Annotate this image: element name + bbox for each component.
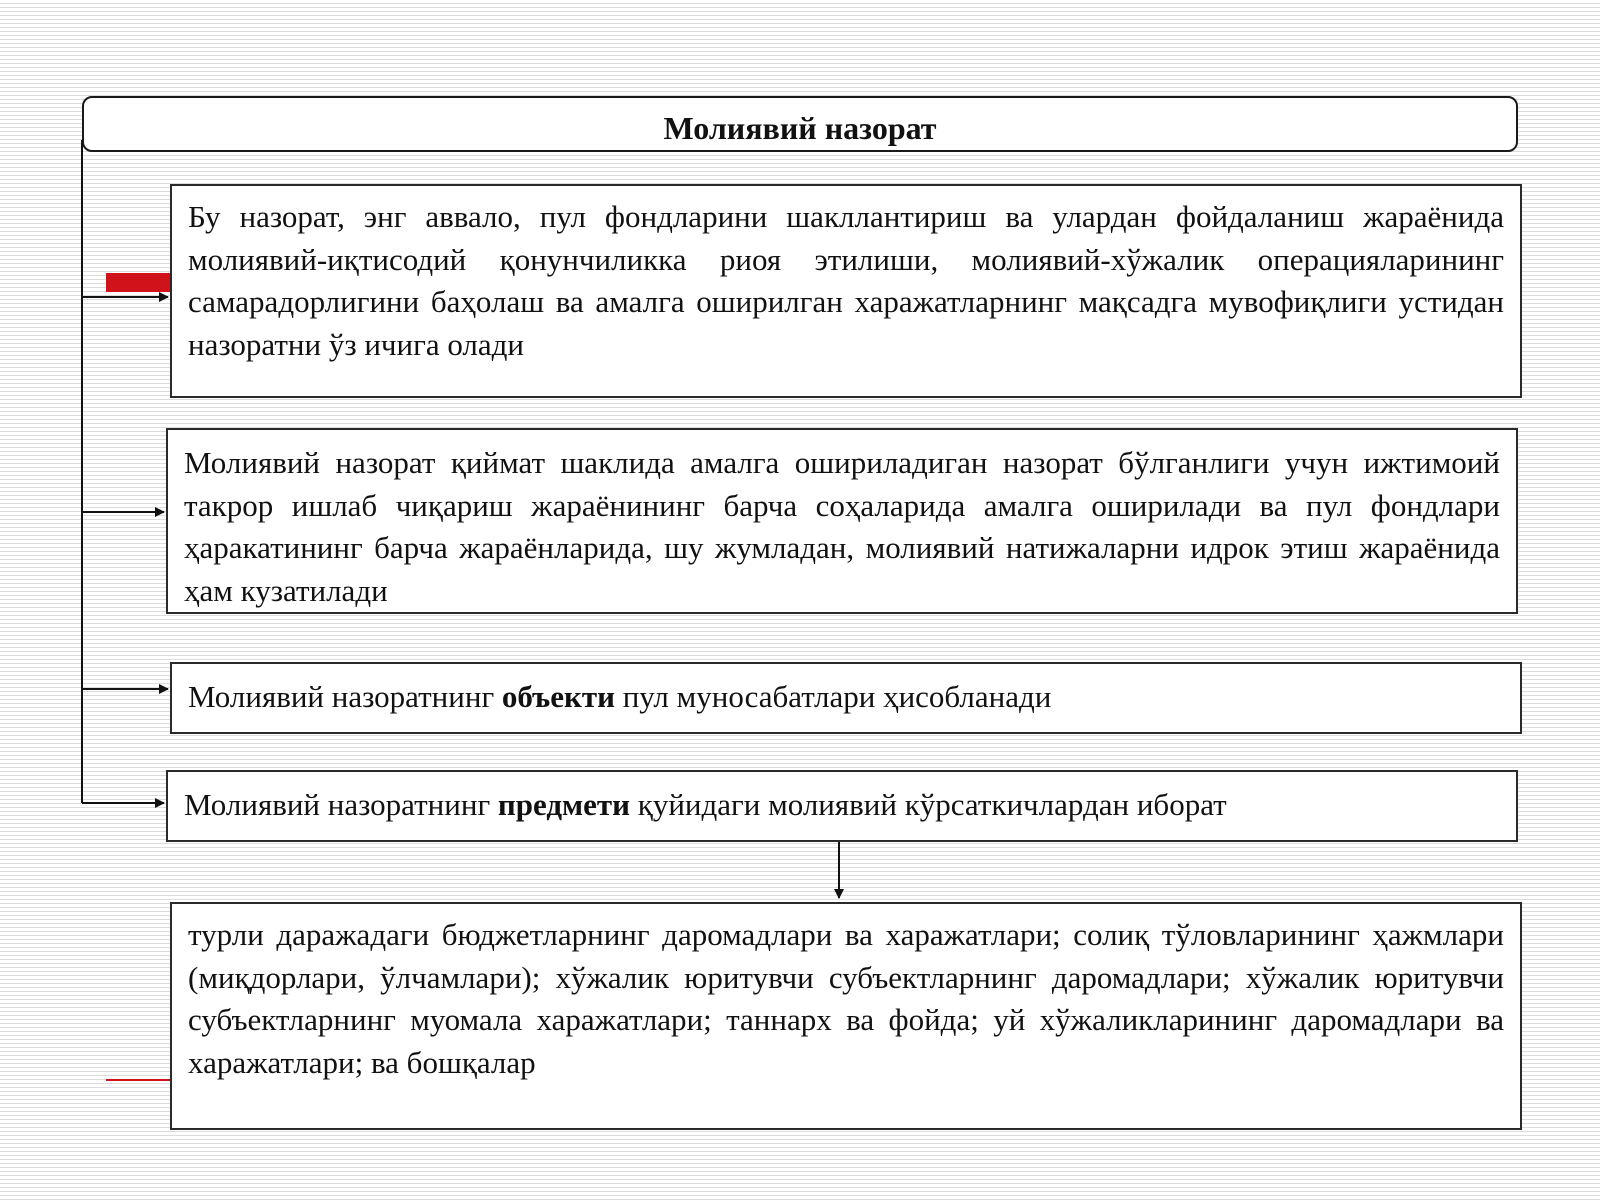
scope-box [166,428,1518,614]
subject-text [184,784,1500,827]
definition-box [170,184,1522,398]
diagram-title: Молиявий назорат [663,110,937,146]
scope-text: Молиявий назорат қиймат шаклида амалга ошириладиган назорат бўлганлиги учун ижтимоий такрор ишлаб чиқариш жараёнининг барча соҳаларида амалга оширилади ва пул фондлари ҳаракатининг барча жараёнларида, шу жумладан, молиявий натижаларни идрок этиш жараёнида ҳам кузатилади [184,445,1500,608]
object-text-after: пул муносабатлари ҳисобланади [614,679,1052,714]
subject-text-after: қуйидаги молиявий кўрсаткичлардан иборат [630,787,1227,822]
subject-text-before: Молиявий назоратнинг [184,787,498,822]
object-keyword: объекти [501,679,615,714]
object-text-before: Молиявий назоратнинг [188,679,502,714]
object-text [188,676,1504,719]
red-accent-bar [106,273,170,292]
title-box [82,96,1518,152]
indicators-box [170,902,1522,1130]
definition-text: Бу назорат, энг аввало, пул фондларини шакллантириш ва улардан фойдаланиш жараёнида молиявий-иқтисодий қонунчиликка риоя этилиши, молиявий-хўжалик операцияларининг самарадорлигини баҳолаш ва амалга оширилган харажатларнинг мақсадга мувофиқлиги устидан назоратни ўз ичига олади [188,199,1504,362]
subject-keyword: предмети [497,787,631,822]
indicators-text: турли даражадаги бюджетларнинг даромадлари ва харажатлари; солиқ тўловларининг ҳажмлари (миқдорлари, ўлчамлари); хўжалик юритувчи субъектларнинг даромадлари; хўжалик юритувчи субъектларнинг муомала харажатлари; таннарх ва фойда; уй хўжаликларининг даромадлари ва харажатлари; ва бошқалар [188,917,1504,1080]
subject-box [166,770,1518,842]
object-box [170,662,1522,734]
